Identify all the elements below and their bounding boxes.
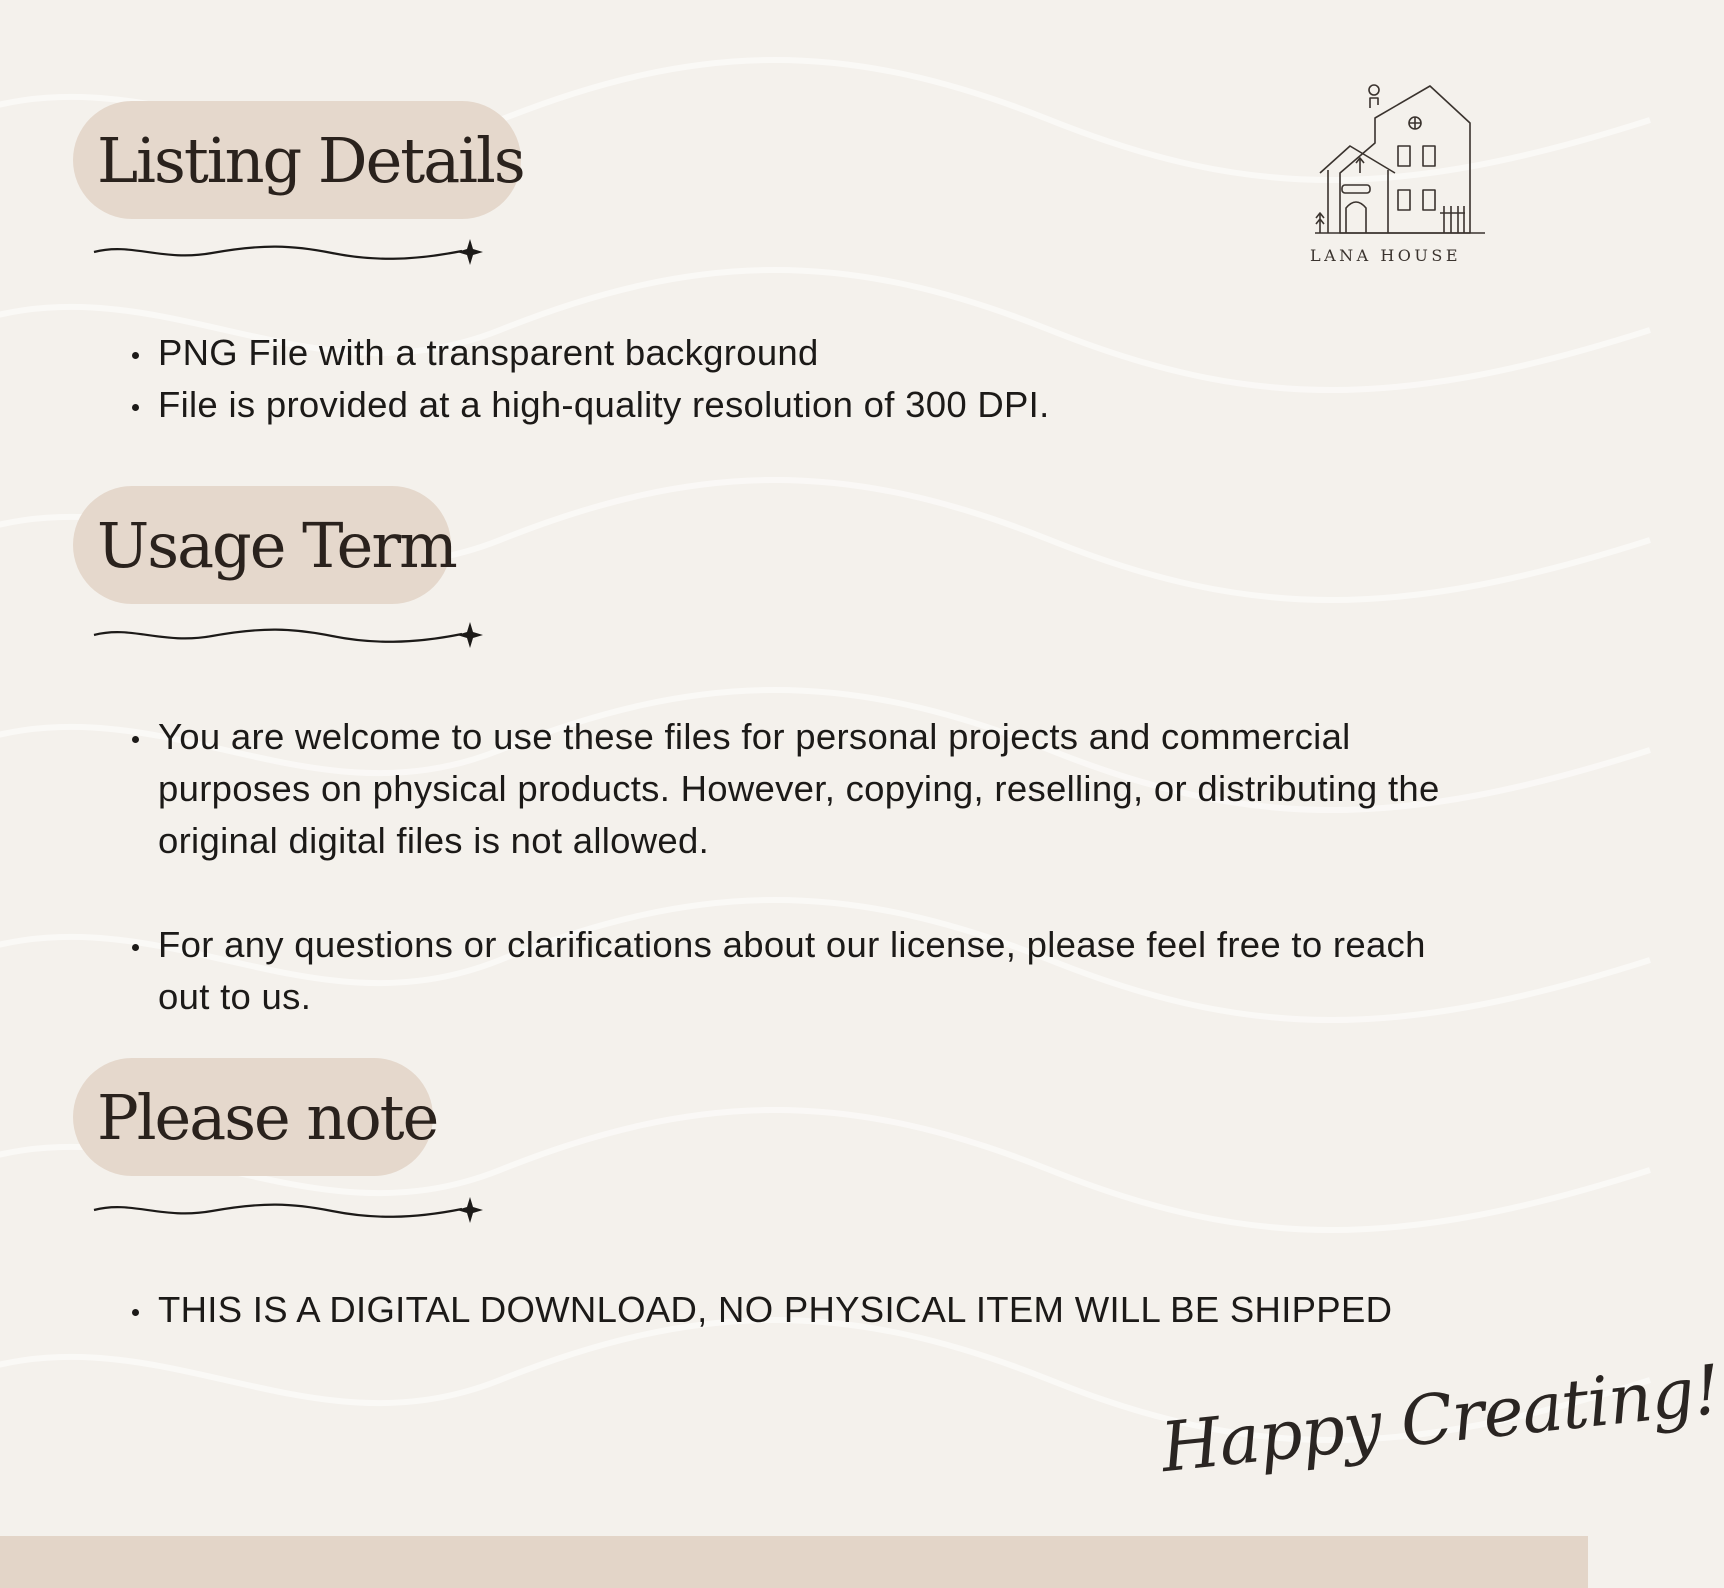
sparkle-icon — [457, 1197, 483, 1223]
list-item: For any questions or clarifications about our license, please feel free to reach out to us. — [128, 919, 1468, 1023]
section-title-text: Listing Details — [97, 123, 524, 197]
section-title-text: Usage Term — [97, 508, 456, 582]
section-title-text: Please note — [97, 1080, 438, 1154]
section-title-listing-details — [73, 101, 524, 219]
listing-details-list — [128, 327, 1468, 431]
wavy-divider — [92, 237, 492, 267]
list-item: PNG File with a transparent background — [128, 327, 1468, 379]
wavy-divider — [92, 620, 492, 650]
list-item: File is provided at a high-quality resolution of 300 DPI. — [128, 379, 1468, 431]
section-title-usage-term — [73, 486, 456, 604]
signoff-text: Happy Creating! — [1157, 1350, 1724, 1489]
sparkle-icon — [457, 239, 483, 265]
section-title-please-note — [73, 1058, 438, 1176]
brand-name: LANA HOUSE — [1310, 246, 1462, 265]
list-item: THIS IS A DIGITAL DOWNLOAD, NO PHYSICAL ITEM WILL BE SHIPPED — [128, 1284, 1428, 1336]
footer-band — [0, 1536, 1588, 1588]
list-item: You are welcome to use these files for personal projects and commercial purposes on physical products. However, copying, reselling, or distributing the original digital files is not allowed. — [128, 711, 1468, 867]
wavy-divider — [92, 1195, 492, 1225]
sparkle-icon — [457, 622, 483, 648]
usage-term-list — [128, 711, 1468, 1023]
please-note-list — [128, 1284, 1428, 1336]
